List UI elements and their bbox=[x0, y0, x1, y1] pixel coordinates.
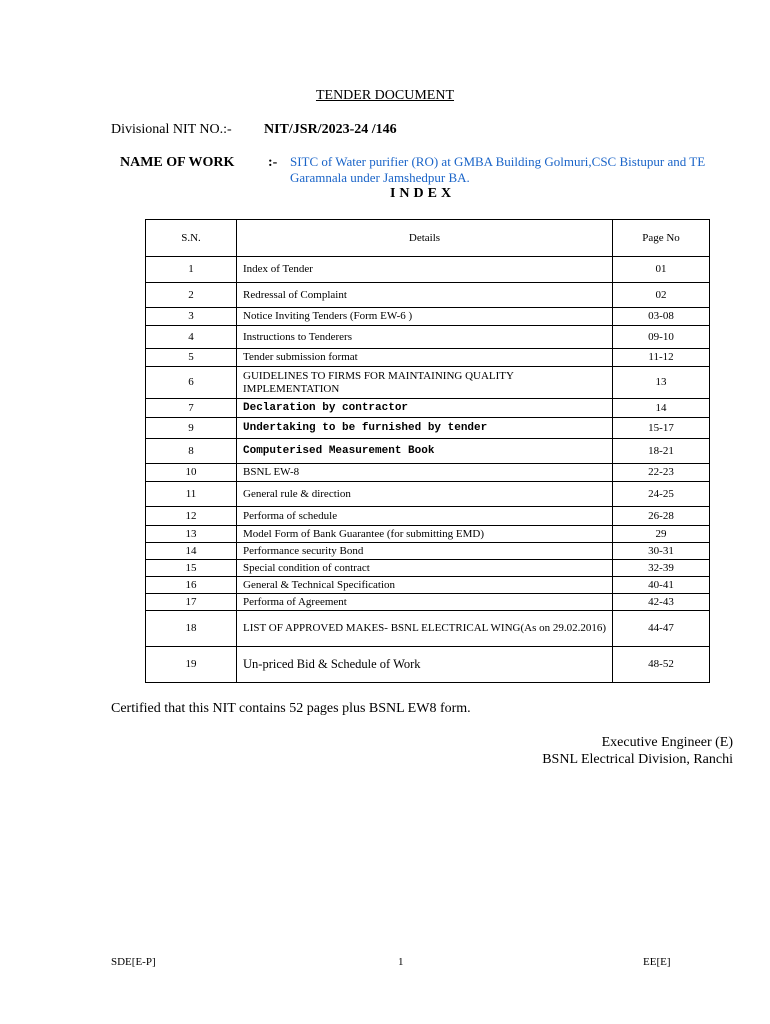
name-of-work-separator: :- bbox=[268, 155, 278, 170]
row-page: 18-21 bbox=[613, 439, 710, 464]
header-sn: S.N. bbox=[146, 220, 237, 257]
row-details: Undertaking to be furnished by tender bbox=[237, 418, 613, 439]
table-row bbox=[146, 560, 710, 577]
table-row bbox=[146, 308, 710, 326]
row-details: Instructions to Tenderers bbox=[237, 326, 613, 349]
row-sn: 2 bbox=[146, 283, 237, 308]
row-sn: 11 bbox=[146, 482, 237, 507]
table-row bbox=[146, 577, 710, 594]
row-page: 32-39 bbox=[613, 560, 710, 577]
table-row bbox=[146, 326, 710, 349]
row-sn: 10 bbox=[146, 464, 237, 482]
row-details: General & Technical Specification bbox=[237, 577, 613, 594]
table-row bbox=[146, 283, 710, 308]
row-sn: 19 bbox=[146, 647, 237, 683]
row-details: Performa of schedule bbox=[237, 507, 613, 526]
name-of-work-label: NAME OF WORK bbox=[120, 155, 235, 170]
name-of-work-text: SITC of Water purifier (RO) at GMBA Building Golmuri,CSC Bistupur and TE Garamnala under Jamshedpur BA. bbox=[290, 154, 706, 185]
row-page: 42-43 bbox=[613, 594, 710, 611]
table-row bbox=[146, 439, 710, 464]
row-page: 48-52 bbox=[613, 647, 710, 683]
page-number: 1 bbox=[398, 956, 404, 968]
row-details: Declaration by contractor bbox=[237, 399, 613, 418]
table-row bbox=[146, 418, 710, 439]
table-row bbox=[146, 647, 710, 683]
row-sn: 7 bbox=[146, 399, 237, 418]
table-row bbox=[146, 526, 710, 543]
certification-text: Certified that this NIT contains 52 pages plus BSNL EW8 form. bbox=[111, 701, 471, 716]
row-page: 14 bbox=[613, 399, 710, 418]
table-row bbox=[146, 367, 710, 399]
row-details: LIST OF APPROVED MAKES- BSNL ELECTRICAL WING(As on 29.02.2016) bbox=[237, 611, 613, 647]
row-sn: 15 bbox=[146, 560, 237, 577]
row-page: 24-25 bbox=[613, 482, 710, 507]
index-title: INDEX bbox=[389, 186, 456, 201]
row-page: 02 bbox=[613, 283, 710, 308]
table-row bbox=[146, 464, 710, 482]
row-sn: 12 bbox=[146, 507, 237, 526]
nit-label: Divisional NIT NO.:- bbox=[111, 122, 232, 137]
row-details: Index of Tender bbox=[237, 257, 613, 283]
row-page: 03-08 bbox=[613, 308, 710, 326]
row-page: 01 bbox=[613, 257, 710, 283]
table-row bbox=[146, 349, 710, 367]
row-sn: 3 bbox=[146, 308, 237, 326]
row-details: Tender submission format bbox=[237, 349, 613, 367]
footer-right: EE[E] bbox=[643, 956, 671, 968]
row-details: BSNL EW-8 bbox=[237, 464, 613, 482]
row-sn: 13 bbox=[146, 526, 237, 543]
row-page: 13 bbox=[613, 367, 710, 399]
row-details: Model Form of Bank Guarantee (for submitting EMD) bbox=[237, 526, 613, 543]
table-row bbox=[146, 543, 710, 560]
index-table bbox=[145, 219, 710, 683]
row-page: 15-17 bbox=[613, 418, 710, 439]
signatory-designation: Executive Engineer (E) bbox=[601, 735, 733, 750]
row-sn: 9 bbox=[146, 418, 237, 439]
row-sn: 14 bbox=[146, 543, 237, 560]
header-page-no: Page No bbox=[613, 220, 710, 257]
row-details: Un-priced Bid & Schedule of Work bbox=[237, 647, 613, 683]
row-sn: 17 bbox=[146, 594, 237, 611]
row-page: 22-23 bbox=[613, 464, 710, 482]
nit-number: NIT/JSR/2023-24 /146 bbox=[264, 122, 397, 137]
row-sn: 16 bbox=[146, 577, 237, 594]
row-details: Notice Inviting Tenders (Form EW-6 ) bbox=[237, 308, 613, 326]
row-sn: 1 bbox=[146, 257, 237, 283]
table-row bbox=[146, 507, 710, 526]
row-details: Performance security Bond bbox=[237, 543, 613, 560]
row-sn: 4 bbox=[146, 326, 237, 349]
table-row bbox=[146, 482, 710, 507]
row-details: Redressal of Complaint bbox=[237, 283, 613, 308]
row-sn: 6 bbox=[146, 367, 237, 399]
row-sn: 8 bbox=[146, 439, 237, 464]
row-details: General rule & direction bbox=[237, 482, 613, 507]
row-details: GUIDELINES TO FIRMS FOR MAINTAINING QUALITY IMPLEMENTATION bbox=[237, 367, 613, 399]
footer-left: SDE[E-P] bbox=[111, 956, 156, 968]
row-page: 40-41 bbox=[613, 577, 710, 594]
table-row bbox=[146, 594, 710, 611]
table-row bbox=[146, 257, 710, 283]
row-page: 11-12 bbox=[613, 349, 710, 367]
row-page: 09-10 bbox=[613, 326, 710, 349]
document-title: TENDER DOCUMENT bbox=[315, 88, 455, 103]
row-sn: 5 bbox=[146, 349, 237, 367]
row-page: 26-28 bbox=[613, 507, 710, 526]
signatory-division: BSNL Electrical Division, Ranchi bbox=[542, 752, 733, 767]
row-sn: 18 bbox=[146, 611, 237, 647]
table-row bbox=[146, 399, 710, 418]
header-details: Details bbox=[237, 220, 613, 257]
row-details: Computerised Measurement Book bbox=[237, 439, 613, 464]
row-page: 29 bbox=[613, 526, 710, 543]
row-details: Special condition of contract bbox=[237, 560, 613, 577]
row-page: 30-31 bbox=[613, 543, 710, 560]
table-row bbox=[146, 611, 710, 647]
row-details: Performa of Agreement bbox=[237, 594, 613, 611]
row-page: 44-47 bbox=[613, 611, 710, 647]
table-header-row bbox=[146, 220, 710, 257]
